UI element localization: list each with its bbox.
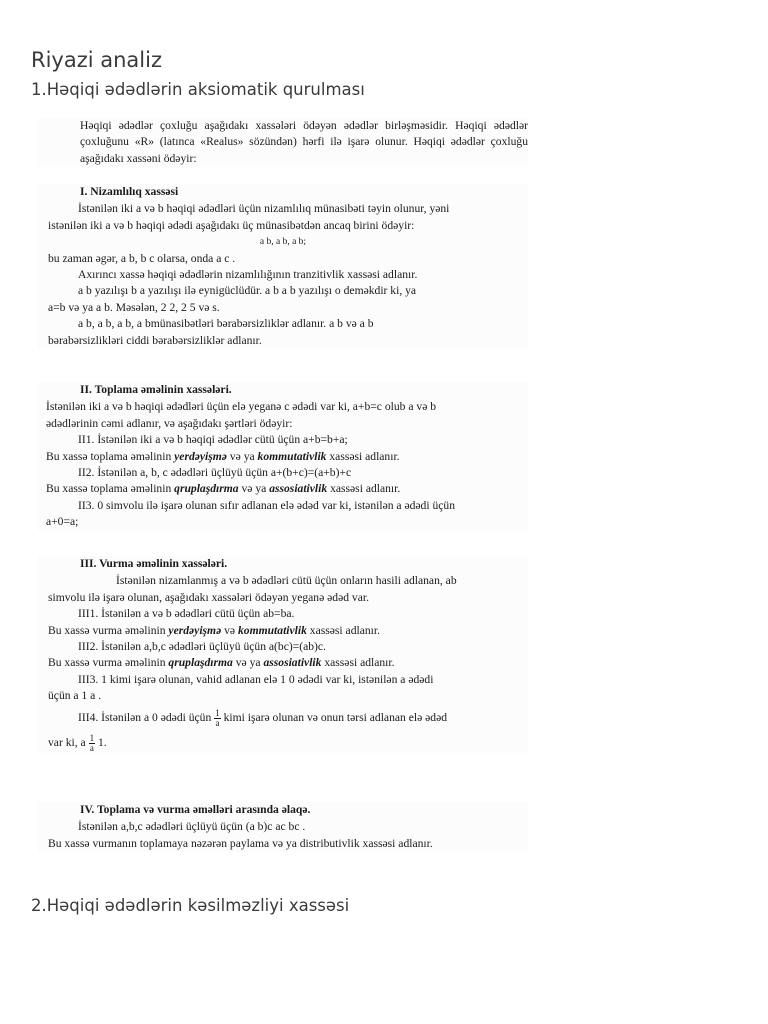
intro-paragraph: Həqiqi ədədlər çoxluğu aşağıdakı xassələri ödəyən ədədlər birləşməsidir. Həqiqi ədədlər çoxluğunu «R» (latınca «Realus» sözündən) hərfi ilə işarə olunur. Həqiqi ədədlər çoxluğu aşağıdakı xassəni ödəyir:	[80, 119, 528, 165]
term-grouping: qruplaşdırma	[168, 656, 233, 670]
term-associativity: assosiativlik	[263, 656, 322, 670]
text: Bu xassə vurma əməlinin	[48, 623, 169, 637]
order-formula: a b, a b, a b;	[259, 237, 307, 248]
term-commutative: yerdəyişmə	[168, 623, 222, 637]
text: və ya	[238, 482, 270, 496]
multiplication-line: üçün a 1 a .	[48, 689, 102, 703]
scan-block-multiplication	[38, 556, 528, 753]
addition-line: II3. 0 simvolu ilə işarə olunan sıfır adlanan elə ədəd var ki, istənilən a ədədi üçün	[78, 498, 455, 512]
order-line: a=b və ya a b. Məsələn, 2 2, 2 5 və s.	[48, 300, 220, 314]
multiplication-line	[38, 623, 528, 639]
text: xassəsi adlanır.	[326, 449, 400, 463]
text: Bu xassə toplama əməlinin	[46, 482, 175, 496]
order-line: a b, a b, a b, a bmünasibətləri bərabərsizliklər adlanır. a b və a b	[78, 317, 374, 331]
term-commutativity: kommutativlik	[237, 623, 307, 637]
order-line: İstənilən iki a və b həqiqi ədədləri üçün nizamlılıq münasibəti təyin olunur, yəni	[78, 202, 450, 216]
multiplication-line: simvolu ilə işarə olunan, aşağıdakı xassələri ödəyən yeganə ədəd var.	[48, 590, 369, 604]
scan-block-order	[38, 184, 528, 349]
page-title: Riyazi analiz	[31, 48, 162, 72]
multiplication-line: III3. 1 kimi işarə olunan, vahid adlanan elə 1 0 ədədi var ki, istənilən a ədədi	[78, 672, 434, 686]
addition-line: II2. İstənilən a, b, c ədədləri üçlüyü üçün a+(b+c)=(a+b)+c	[78, 466, 352, 480]
order-line: bu zaman əgər, a b, b c olarsa, onda a c .	[48, 251, 236, 265]
addition-line: II1. İstənilən iki a və b həqiqi ədədlər cütü üçün a+b=b+a;	[78, 433, 348, 447]
scan-block-intro	[38, 118, 528, 167]
order-line: bərabərsizlikləri ciddi bərabərsizliklər adlanır.	[48, 333, 262, 347]
text: və ya	[226, 449, 258, 463]
text: III4. İstənilən a 0 ədədi üçün	[78, 710, 215, 724]
multiplication-line	[38, 655, 528, 671]
text: Bu xassə vurma əməlinin	[48, 656, 169, 670]
fraction-numerator: 1	[215, 707, 220, 718]
order-heading: I. Nizamlılıq xassəsi	[80, 185, 179, 198]
distributivity-line: Bu xassə vurmanın toplamaya nəzərən paylama və ya distributivlik xassəsi adlanır.	[48, 836, 433, 850]
addition-line	[38, 481, 528, 497]
text: xassəsi adlanır.	[306, 623, 380, 637]
addition-line: a+0=a;	[46, 515, 79, 529]
distributivity-heading: IV. Toplama və vurma əməlləri arasında əlaqə.	[80, 803, 311, 816]
term-commutativity: kommutativlik	[257, 449, 327, 463]
section-heading-2: 2.Həqiqi ədədlərin kəsilməzliyi xassəsi	[31, 896, 350, 915]
text: və	[221, 623, 238, 637]
order-line: istənilən iki a və b həqiqi ədədi aşağıdakı üç münasibətdən ancaq birini ödəyir:	[48, 218, 415, 232]
scan-block-distributivity	[38, 802, 528, 852]
fraction-denominator: a	[215, 717, 220, 728]
term-commutative: yerdəyişmə	[174, 449, 227, 463]
text: 1.	[95, 735, 107, 749]
addition-heading: II. Toplama əməlinin xassələri.	[80, 383, 232, 396]
distributivity-line: İstənilən a,b,c ədədləri üçlüyü üçün (a b)c ac bc .	[78, 820, 306, 834]
section-heading-1: 1.Həqiqi ədədlərin aksiomatik qurulması	[31, 80, 365, 99]
order-line: a b yazılışı b a yazılışı ilə eynigüclüdür. a b a b yazılışı o deməkdir ki, ya	[78, 284, 417, 298]
scan-block-addition	[38, 382, 528, 531]
addition-line: İstənilən iki a və b həqiqi ədədləri üçün elə yeganə c ədədi var ki, a+b=c olub a və b	[46, 400, 437, 414]
multiplication-line	[38, 709, 528, 728]
text: var ki, a	[48, 735, 89, 749]
multiplication-heading: III. Vurma əməlinin xassələri.	[80, 557, 228, 570]
text: xassəsi adlanır.	[327, 482, 401, 496]
order-line: Axırıncı xassə həqiqi ədədlərin nizamlılığının tranzitivlik xassəsi adlanır.	[78, 268, 418, 282]
fraction-denominator: a	[89, 742, 94, 753]
multiplication-line: İstənilən nizamlanmış a və b ədədləri cütü üçün onların hasili adlanan, ab	[116, 574, 457, 588]
text: kimi işarə olunan və onun tərsi adlanan elə ədəd	[220, 710, 448, 724]
addition-line	[38, 449, 528, 465]
text: və ya	[232, 656, 264, 670]
text: xassəsi adlanır.	[321, 656, 395, 670]
multiplication-line: III1. İstənilən a və b ədədləri cütü üçün ab=ba.	[78, 607, 295, 621]
term-grouping: qruplaşdırma	[174, 482, 239, 496]
term-associativity: assosiativlik	[269, 482, 328, 496]
multiplication-line	[38, 734, 528, 753]
multiplication-line: III2. İstənilən a,b,c ədədləri üçlüyü üçün a(bc)=(ab)c.	[78, 640, 326, 654]
text: Bu xassə toplama əməlinin	[46, 449, 175, 463]
fraction-numerator: 1	[89, 732, 95, 743]
addition-line: ədədlərinin cəmi adlanır, və aşağıdakı şərtləri ödəyir:	[46, 416, 293, 430]
